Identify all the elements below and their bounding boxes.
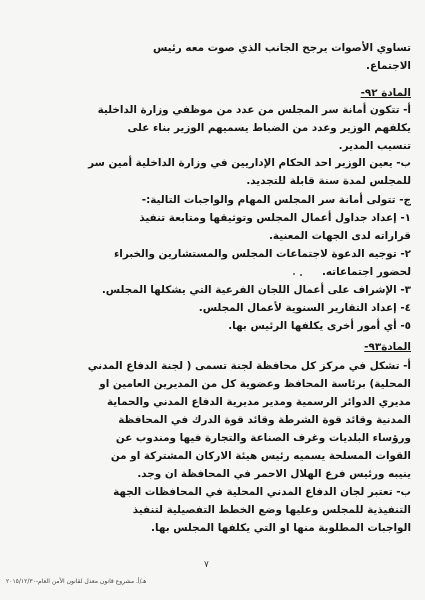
text-line: قراراته لدى الجهات المعنية. bbox=[268, 230, 411, 242]
text-line: المدنية وقائد قوة الشرطة وقائد قوة الدرك في المحافظة bbox=[118, 414, 411, 426]
text-line: ب- تعتبر لجان الدفاع المدني المحلية في المحافظات الجهة bbox=[113, 486, 411, 498]
text-line: ٢- توجيه الدعوة لاجتماعات المجلس والمستشارين والخبراء bbox=[113, 248, 411, 260]
footer-note: هـ/أ. مشروع قانون معدل لقانون الأمن العام-٢٠١٥/١٢/٣٠ bbox=[6, 578, 147, 585]
text-line: لحضور اجتماعاته. bbox=[321, 266, 411, 278]
text-line: ٥- أي أمور أخرى يكلفها الرئيس بها. bbox=[228, 320, 411, 332]
text-line: أ- تشكل في مركز كل محافظة لجنة تسمى ( لجنة الدفاع المدني bbox=[87, 360, 411, 372]
text-line: ينيبه ورئيس فرع الهلال الاحمر في المحافظة ان وجد. bbox=[137, 468, 411, 480]
text-line: التنفيذية للمجلس وعليها وضع الخطط التفصيلية لتنفيذ bbox=[132, 504, 411, 516]
text-line: الاجتماع. bbox=[366, 60, 411, 72]
text-line: ورؤساء البلديات وغرف الصناعة والتجارة فيها ومندوب عن bbox=[115, 432, 411, 444]
article-heading: المادة٩٣- bbox=[364, 341, 411, 353]
text-line: ج- تتولى أمانة سر المجلس المهام والواجبات التالية:- bbox=[141, 194, 411, 206]
scan-speck bbox=[300, 274, 302, 276]
text-line: مديري الدوائر الرسمية ومدير مديرية الدفاع المدني والحماية bbox=[106, 396, 411, 408]
text-line: أ- تتكون أمانة سر المجلس من عدد من موظفي وزارة الداخلية bbox=[97, 104, 411, 116]
article-heading: المادة ٩٢- bbox=[360, 87, 411, 99]
scan-speck bbox=[293, 273, 295, 275]
text-line: للمجلس لمدة سنة قابلة للتجديد. bbox=[246, 175, 411, 187]
text-line: المحلية) برئاسة المحافظ وعضوية كل من المديرين العامين او bbox=[99, 378, 411, 390]
text-line: تنسيب المدير. bbox=[338, 140, 411, 152]
text-line: ٣- الإشراف على أعمال اللجان الفرعية التي يشكلها المجلس. bbox=[101, 284, 411, 296]
page-number: ٧ bbox=[204, 560, 209, 570]
text-line: ١- إعداد جداول أعمال المجلس وتوثيقها ومتابعة تنفيذ bbox=[139, 212, 411, 224]
text-line: ٤- إعداد التقارير السنوية لأعمال المجلس. bbox=[198, 302, 411, 314]
text-line: يكلفهم الوزير وعدد من الضباط يسميهم الوزير بناء على bbox=[127, 122, 411, 134]
text-line: القوات المسلحة يسميه رئيس هيئة الاركان المشتركة او من bbox=[110, 450, 411, 462]
text-line: تساوي الأصوات يرجح الجانب الذي صوت معه رئيس bbox=[152, 42, 411, 54]
text-line: ب- يعين الوزير احد الحكام الإداريين في وزارة الداخلية أمين سر bbox=[88, 157, 411, 169]
text-line: الواجبات المطلوبة منها او التي يكلفها المجلس بها. bbox=[151, 522, 411, 534]
